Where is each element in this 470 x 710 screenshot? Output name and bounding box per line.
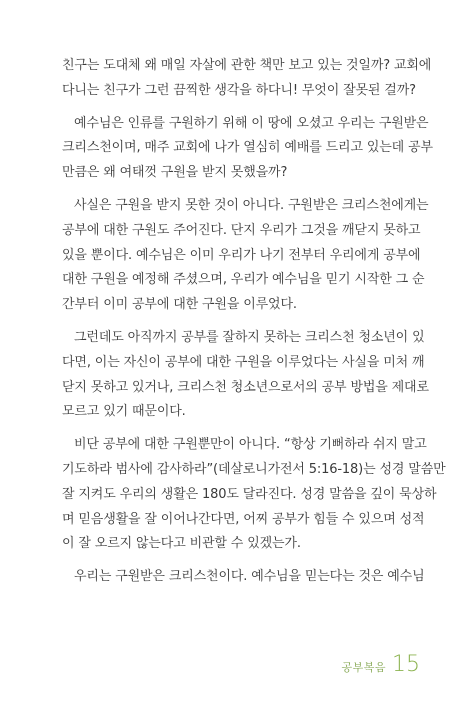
text-line: 다니는 친구가 그런 끔찍한 생각을 하다니! 무엇이 잘못된 걸까? [62, 82, 416, 98]
running-head: 공부복음 [341, 661, 386, 674]
text-line: 대한 구원을 예정해 주셨으며, 우리가 예수님을 믿기 시작한 그 순 [62, 272, 425, 288]
text-line: 잘 지켜도 우리의 생활은 180도 달라진다. 성경 말씀을 깊이 묵상하 [62, 486, 437, 502]
text-line: 모르고 있기 때문이다. [62, 404, 186, 420]
text-line: 그런데도 아직까지 공부를 잘하지 못하는 크리스천 청소년이 있 [74, 329, 425, 345]
text-line: 크리스천이며, 매주 교회에 나가 열심히 예배를 드리고 있는데 공부 [62, 140, 433, 156]
text-line: 예수님은 인류를 구원하기 위해 이 땅에 오셨고 우리는 구원받은 [74, 115, 429, 131]
body-text [62, 54, 446, 590]
text-line: 비단 공부에 대한 구원뿐만이 아니다. “항상 기뻐하라 쉬지 말고 [74, 437, 427, 453]
text-line: 다면, 이는 자신이 공부에 대한 구원을 이루었다는 사실을 미처 깨 [62, 354, 425, 370]
text-line: 만큼은 왜 여태껏 구원을 받지 못했을까? [62, 165, 288, 181]
text-line: 닫지 못하고 있거나, 크리스천 청소년으로서의 공부 방법을 제대로 [62, 379, 429, 395]
text-line: 사실은 구원을 받지 못한 것이 아니다. 구원받은 크리스천에게는 [74, 197, 429, 213]
text-line: 기도하라 범사에 감사하라”(데살로니가전서 5:16-18)는 성경 말씀만 [62, 461, 446, 477]
page-number: 15 [392, 652, 420, 677]
text-line: 친구는 도대체 왜 매일 자살에 관한 책만 보고 있는 것일까? 교회에 [62, 58, 432, 73]
text-line: 간부터 이미 공부에 대한 구원을 이루었다. [62, 297, 297, 313]
text-line: 며 믿음생활을 잘 이어나간다면, 어찌 공부가 힘들 수 있으며 성적 [62, 511, 425, 527]
page-footer [341, 654, 420, 676]
text-line: 있을 뿐이다. 예수님은 이미 우리가 나기 전부터 우리에게 공부에 [62, 247, 421, 263]
text-line: 공부에 대한 구원도 주어진다. 단지 우리가 그것을 깨닫지 못하고 [62, 222, 421, 238]
text-line: 이 잘 오르지 않는다고 비관할 수 있겠는가. [62, 536, 301, 552]
text-line: 우리는 구원받은 크리스천이다. 예수님을 믿는다는 것은 예수님 [74, 569, 425, 585]
